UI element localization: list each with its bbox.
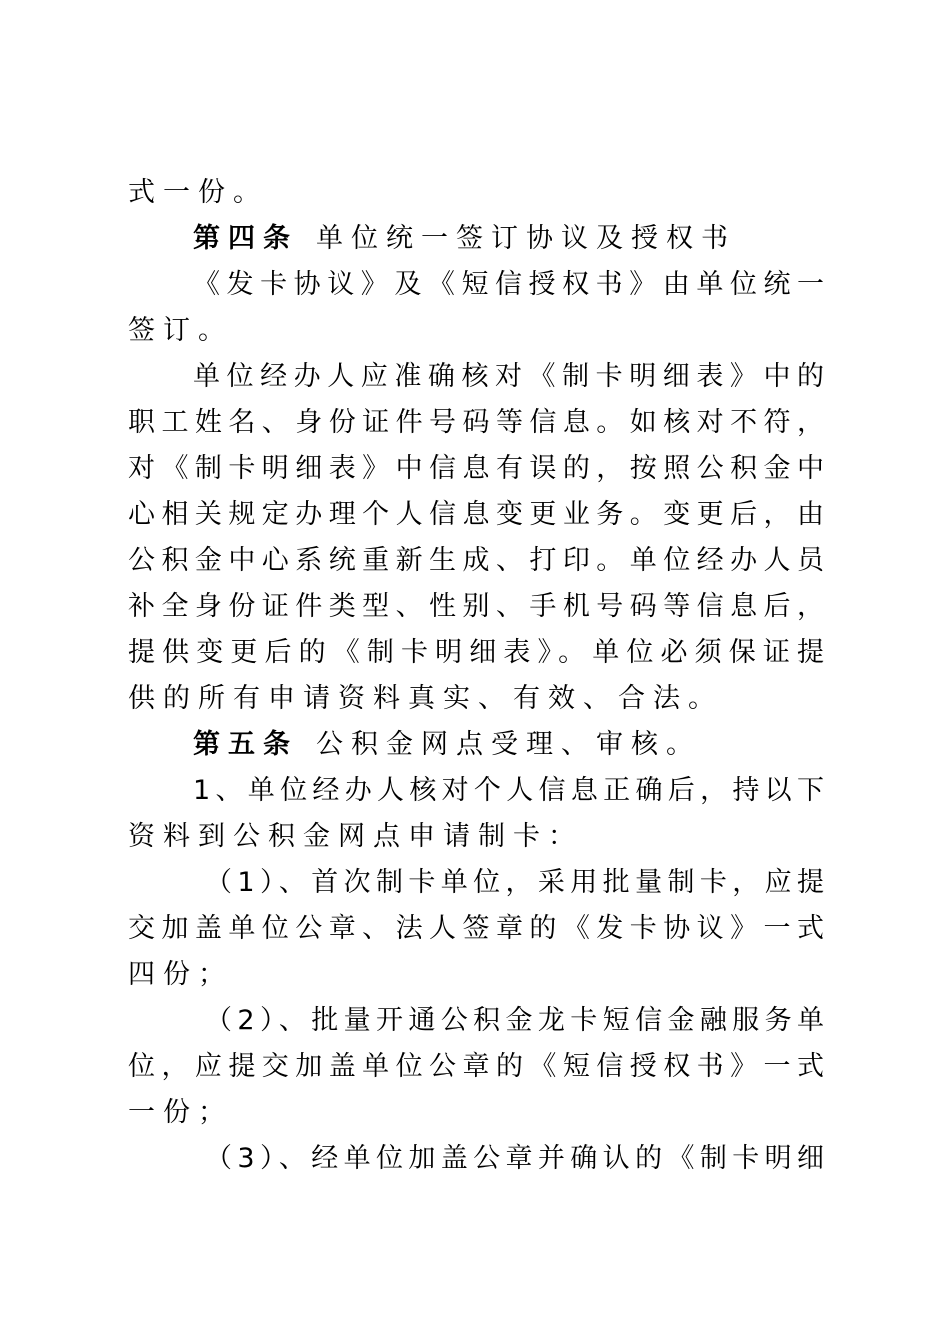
text-line: 《发卡协议》及《短信授权书》由单位统一 (193, 269, 824, 300)
text-line: 资料到公积金网点申请制卡： (128, 821, 583, 852)
text-line: 提供变更后的《制卡明细表》。单位必须保证提 (128, 637, 824, 668)
article-4-heading (193, 221, 736, 257)
text-line: 补全身份证件类型、性别、手机号码等信息后， (128, 591, 824, 622)
text-line: 1、单位经办人核对个人信息正确后，持以下 (193, 775, 824, 806)
text-line: 公积金中心系统重新生成、打印。单位经办人员 (128, 545, 824, 576)
article-number: 第四条 (193, 223, 298, 254)
article-number: 第五条 (193, 729, 298, 760)
text-line: 式一份。 (128, 177, 268, 208)
text-line: 四份； (128, 959, 233, 990)
article-5-heading (193, 727, 701, 763)
text-line: 单位经办人应准确核对《制卡明细表》中的 (193, 361, 824, 392)
text-line: （3）、经单位加盖公章并确认的《制卡明细 (205, 1143, 824, 1174)
text-line: 心相关规定办理个人信息变更业务。变更后，由 (128, 499, 824, 530)
text-line: 位，应提交加盖单位公章的《短信授权书》一式 (128, 1051, 824, 1082)
text-line: （2）、批量开通公积金龙卡短信金融服务单 (205, 1005, 824, 1036)
text-line: 职工姓名、身份证件号码等信息。如核对不符， (128, 407, 824, 438)
article-title: 公积金网点受理、审核。 (316, 729, 701, 760)
text-line: 供的所有申请资料真实、有效、合法。 (128, 683, 723, 714)
text-line: （1）、首次制卡单位，采用批量制卡，应提 (205, 867, 824, 898)
text-line: 对《制卡明细表》中信息有误的，按照公积金中 (128, 453, 824, 484)
article-title: 单位统一签订协议及授权书 (316, 223, 736, 254)
text-line: 一份； (128, 1097, 233, 1128)
text-line: 签订。 (128, 315, 233, 346)
text-line: 交加盖单位公章、法人签章的《发卡协议》一式 (128, 913, 824, 944)
